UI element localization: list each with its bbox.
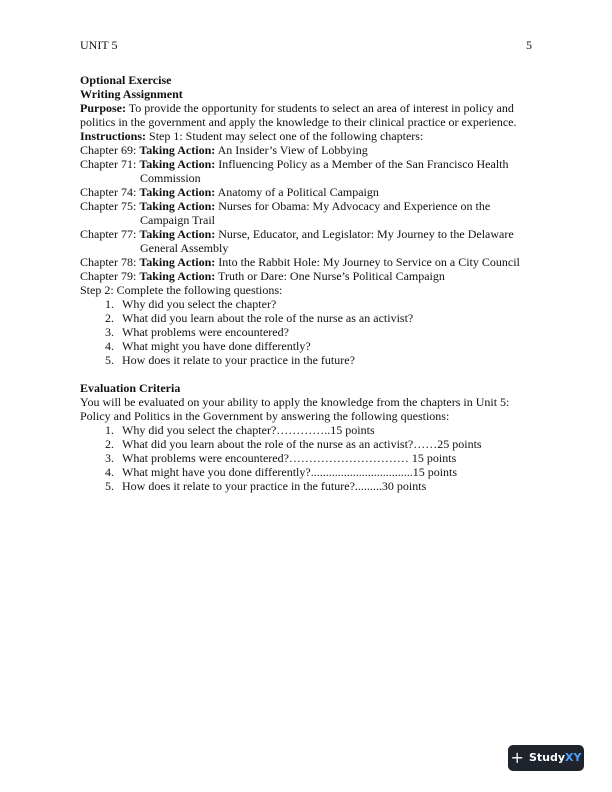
criteria-item: 1. Why did you select the chapter?…………..15 points bbox=[117, 423, 532, 437]
criteria-item: 5. How does it relate to your practice in the future?.........30 points bbox=[117, 479, 532, 493]
chapter-title: Influencing Policy as a Member of the San Francisco Health Commission bbox=[140, 157, 509, 185]
studyxy-badge[interactable] bbox=[508, 745, 584, 771]
brand-name-main: Study bbox=[528, 751, 565, 764]
chapter-item bbox=[80, 199, 532, 227]
chapter-number: Chapter 78: bbox=[80, 255, 140, 269]
chapter-title: Nurses for Obama: My Advocacy and Experience on the Campaign Trail bbox=[140, 199, 491, 227]
instructions-label: Instructions: bbox=[80, 129, 147, 143]
optional-exercise-heading: Optional Exercise bbox=[80, 73, 172, 87]
chapter-title: Into the Rabbit Hole: My Journey to Service on a City Council bbox=[215, 255, 520, 269]
chapter-item bbox=[80, 227, 532, 255]
criteria-item: 3. What problems were encountered?………………………… 15 points bbox=[117, 451, 532, 465]
chapter-action: Taking Action: bbox=[139, 255, 216, 269]
chapter-action: Taking Action: bbox=[139, 199, 216, 213]
chapter-number: Chapter 79: bbox=[80, 269, 140, 283]
step2-text: Step 2: Complete the following questions: bbox=[80, 283, 283, 297]
purpose-paragraph bbox=[80, 101, 532, 129]
chapter-list bbox=[80, 143, 532, 283]
chapter-item bbox=[80, 269, 532, 283]
chapter-number: Chapter 71: bbox=[80, 157, 140, 171]
chapter-action: Taking Action: bbox=[139, 227, 216, 241]
question-item: 3. What problems were encountered? bbox=[117, 325, 532, 339]
section-spacer bbox=[80, 367, 532, 381]
page-number: 5 bbox=[526, 38, 532, 52]
unit-label: UNIT 5 bbox=[80, 38, 118, 52]
chapter-item bbox=[80, 255, 532, 269]
chapter-item bbox=[80, 185, 532, 199]
chapter-item bbox=[80, 143, 532, 157]
evaluation-intro: You will be evaluated on your ability to apply the knowledge from the chapters in Unit 5: Policy and Politics in the Government by answering the following questions: bbox=[80, 395, 510, 423]
chapter-title: Truth or Dare: One Nurse’s Political Campaign bbox=[215, 269, 445, 283]
criteria-item: 2. What did you learn about the role of the nurse as an activist?……25 points bbox=[117, 437, 532, 451]
page-header bbox=[80, 38, 532, 52]
chapter-item bbox=[80, 157, 532, 185]
criteria-item: 4. What might have you done differently?..................................15 points bbox=[117, 465, 532, 479]
purpose-label: Purpose: bbox=[80, 101, 126, 115]
writing-assignment-heading: Writing Assignment bbox=[80, 87, 183, 101]
chapter-title: Nurse, Educator, and Legislator: My Journey to the Delaware General Assembly bbox=[140, 227, 514, 255]
question-item: 5. How does it relate to your practice in the future? bbox=[117, 353, 532, 367]
chapter-title: Anatomy of a Political Campaign bbox=[215, 185, 379, 199]
brand-name-accent: XY bbox=[565, 751, 582, 764]
question-item: 1. Why did you select the chapter? bbox=[117, 297, 532, 311]
criteria-list bbox=[80, 423, 532, 493]
question-item: 4. What might you have done differently? bbox=[117, 339, 532, 353]
question-list bbox=[80, 297, 532, 367]
chapter-action: Taking Action: bbox=[139, 185, 216, 199]
evaluation-heading: Evaluation Criteria bbox=[80, 381, 181, 395]
chapter-number: Chapter 74: bbox=[80, 185, 140, 199]
chapter-title: An Insider’s View of Lobbying bbox=[215, 143, 368, 157]
question-item: 2. What did you learn about the role of the nurse as an activist? bbox=[117, 311, 532, 325]
chapter-action: Taking Action: bbox=[139, 269, 216, 283]
brand-name bbox=[529, 751, 582, 765]
instructions-text: Step 1: Student may select one of the following chapters: bbox=[146, 129, 424, 143]
chapter-number: Chapter 77: bbox=[80, 227, 140, 241]
chapter-number: Chapter 69: bbox=[80, 143, 140, 157]
plus-icon: + bbox=[510, 748, 524, 767]
chapter-action: Taking Action: bbox=[139, 157, 216, 171]
chapter-number: Chapter 75: bbox=[80, 199, 140, 213]
purpose-text: To provide the opportunity for students to select an area of interest in policy and politics in the government and apply the knowledge to their clinical practice or experience. bbox=[80, 101, 517, 129]
instructions-paragraph bbox=[80, 129, 532, 143]
page-content bbox=[80, 73, 532, 493]
chapter-action: Taking Action: bbox=[139, 143, 216, 157]
